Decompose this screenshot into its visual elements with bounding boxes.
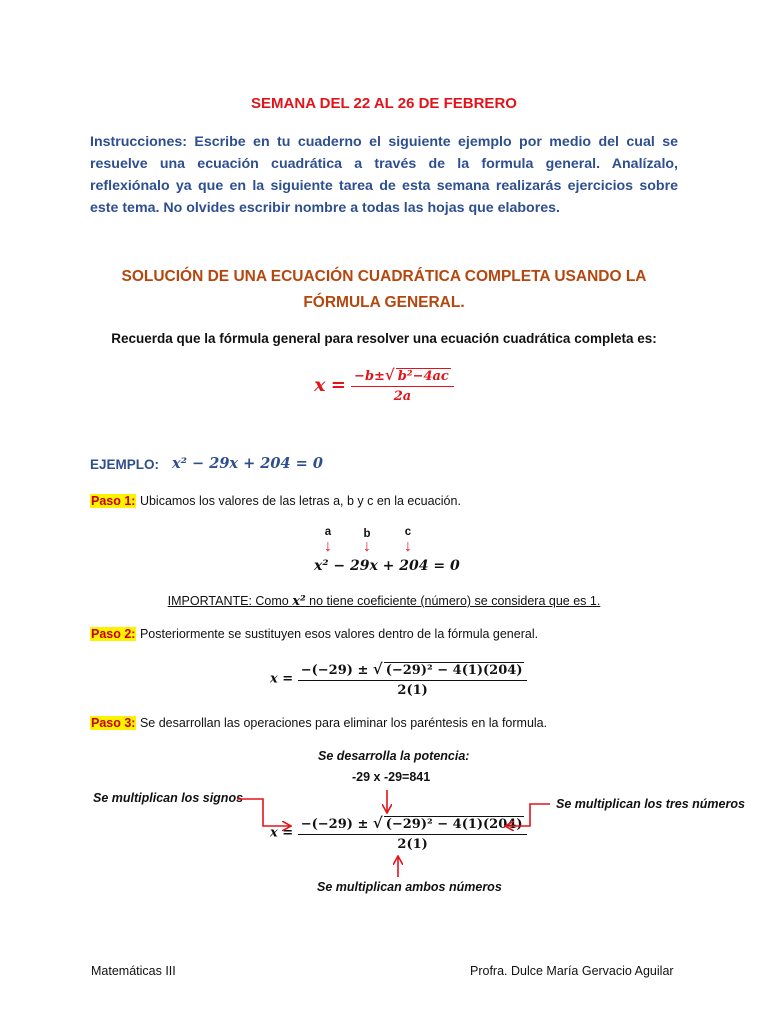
letter-b: b — [363, 528, 371, 540]
signs-arrow — [237, 799, 290, 826]
important-x2: x² — [292, 594, 306, 609]
week-title: SEMANA DEL 22 AL 26 DE FEBRERO — [251, 95, 517, 112]
step1-equation: x² − 29x + 204 = 0 — [314, 558, 460, 574]
formula-reminder: Recuerda que la fórmula general para resolver una ecuación cuadrática completa es: — [111, 331, 657, 346]
step3-text: Se desarrollan las operaciones para eliminar los paréntesis en la formula. — [136, 716, 548, 730]
step2-equals: = — [282, 671, 294, 687]
step2-radicand: (−29)² − 4(1)(204) — [385, 663, 523, 678]
step3-denominator: 2(1) — [397, 837, 428, 852]
solution-title: SOLUCIÓN DE UNA ECUACIÓN CUADRÁTICA COMPLETA USANDO LA FÓRMULA GENERAL. — [121, 268, 647, 311]
step3-num-prefix: −(−29) ± — [300, 817, 373, 832]
step3-label: Paso 3: — [91, 716, 136, 730]
formula-denominator: 2a — [393, 389, 412, 404]
formula-radicand: b²−4ac — [397, 369, 449, 384]
formula-num-prefix: −b± — [354, 369, 385, 384]
footer-subject: Matemáticas III — [91, 964, 176, 978]
letter-c: c — [404, 526, 412, 538]
both-numbers-note: Se multiplican ambos números — [317, 880, 502, 894]
sqrt-symbol: √ — [372, 660, 383, 678]
important-suffix: no tiene coeficiente (número) se considera que es 1. — [305, 594, 601, 608]
step2-text: Posteriormente se sustituyen esos valores dentro de la fórmula general. — [136, 627, 539, 641]
instructions-paragraph: Instrucciones: Escribe en tu cuaderno el siguiente ejemplo por medio del cual se resuelve una ecuación cuadrática a través de la formula general. Analízalo, reflexiónalo ya que en la siguiente tarea de esta semana realizarás ejercicios sobre este tema. No olvides escribir nombre a todas las hojas que elabores. — [90, 134, 678, 216]
signs-note: Se multiplican los signos — [93, 791, 244, 805]
step3-equals: = — [282, 825, 294, 841]
three-numbers-note: Se multiplican los tres números — [556, 797, 745, 811]
step1-label: Paso 1: — [91, 494, 136, 508]
letter-a: a — [324, 526, 332, 538]
example-equation: x² − 29x + 204 = 0 — [172, 455, 323, 472]
example-label: EJEMPLO: — [90, 457, 160, 472]
step1-text: Ubicamos los valores de las letras a, b y c en la ecuación. — [136, 494, 461, 508]
step3-lhs: x — [270, 825, 278, 841]
formula-lhs: x — [314, 374, 326, 396]
step2-lhs: x — [270, 671, 278, 687]
arrow-down-icon: ↓ — [363, 538, 371, 555]
arrow-down-icon: ↓ — [404, 538, 412, 555]
step2-num-prefix: −(−29) ± — [300, 663, 373, 678]
sqrt-symbol: √ — [384, 366, 395, 384]
formula-equals: = — [330, 374, 346, 396]
power-calculation: -29 x -29=841 — [352, 770, 431, 784]
important-prefix: IMPORTANTE: Como — [167, 594, 293, 608]
step2-label: Paso 2: — [91, 627, 136, 641]
power-title: Se desarrolla la potencia: — [318, 749, 470, 763]
footer-teacher: Profra. Dulce María Gervacio Aguilar — [470, 964, 674, 978]
sqrt-symbol: √ — [372, 814, 383, 832]
arrow-down-icon: ↓ — [324, 538, 332, 555]
three-numbers-arrow — [506, 804, 550, 826]
step3-radicand: (−29)² − 4(1)(204) — [385, 817, 523, 832]
step2-denominator: 2(1) — [397, 683, 428, 698]
